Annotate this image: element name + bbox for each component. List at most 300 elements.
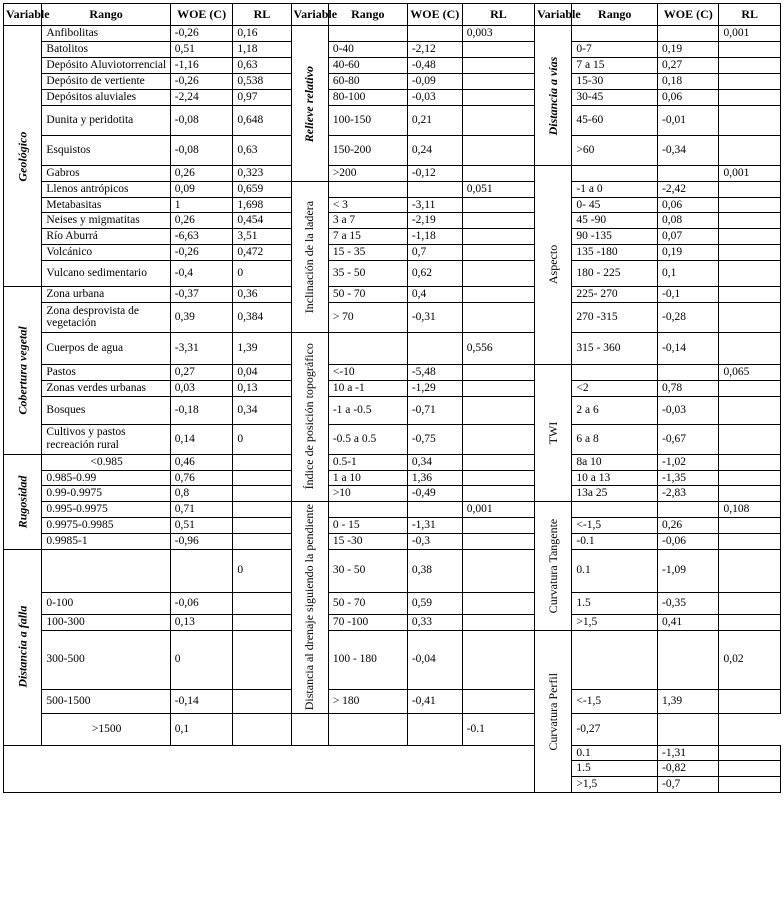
cell-woe-empty xyxy=(328,713,407,745)
cell-rl xyxy=(462,424,534,454)
cell-woe: -2,24 xyxy=(170,89,233,105)
cell-rango: 15-30 xyxy=(572,74,658,90)
cell-rl xyxy=(719,135,781,165)
cell-rl: 0,323 xyxy=(233,165,291,181)
cell-rl xyxy=(719,245,781,261)
cell-woe: -1,29 xyxy=(407,380,462,396)
cell-rango: >60 xyxy=(572,135,658,165)
cell-rango: Gabros xyxy=(42,165,170,181)
cell-woe: 0,4 xyxy=(407,287,462,303)
cell-rl xyxy=(233,614,291,630)
cell-rl xyxy=(719,614,781,630)
cell-rango: 35 - 50 xyxy=(328,261,407,287)
cell-rango: 15 -30 xyxy=(328,534,407,550)
cell-rango-empty xyxy=(291,713,328,745)
table-row xyxy=(4,213,781,229)
cell-rl: 0,648 xyxy=(233,105,291,135)
table-row xyxy=(4,165,781,181)
table-row xyxy=(4,181,781,197)
cell-rl xyxy=(719,777,781,793)
cell-woe: -0,75 xyxy=(407,424,462,454)
cell-rl: 0,454 xyxy=(233,213,291,229)
cell-woe: -2,42 xyxy=(658,181,719,197)
cell-rango: 500-1500 xyxy=(42,689,170,713)
cell-rl xyxy=(462,486,534,502)
cell-rl xyxy=(719,105,781,135)
cell-woe: 0,38 xyxy=(407,549,462,592)
cell-woe: -0,06 xyxy=(170,592,233,614)
table-row xyxy=(4,287,781,303)
cell-rl-empty xyxy=(407,713,462,745)
cell-rl: 0,02 xyxy=(719,630,781,689)
cell-rango: 70 -100 xyxy=(328,614,407,630)
cell-woe: -0,48 xyxy=(407,58,462,74)
cell-woe: -0,4 xyxy=(170,261,233,287)
cell-woe: 0,62 xyxy=(407,261,462,287)
table-header-row xyxy=(4,4,781,26)
cell-woe: -0,7 xyxy=(658,777,719,793)
cell-woe: 0,71 xyxy=(170,502,233,518)
cell-woe: 0,34 xyxy=(407,454,462,470)
woe-rl-table xyxy=(3,3,781,793)
cell-woe: 0 xyxy=(170,630,233,689)
cell-rango: <0.985 xyxy=(42,454,170,470)
cell-rango: 0.1 xyxy=(572,549,658,592)
cell-woe: -0,31 xyxy=(407,302,462,332)
cell-rango: 1.5 xyxy=(572,592,658,614)
cell-woe: -3,11 xyxy=(407,197,462,213)
cell-rango: -1 a 0 xyxy=(572,181,658,197)
cell-woe xyxy=(407,181,462,197)
cell-rl xyxy=(462,302,534,332)
cell-rango: Depósito de vertiente xyxy=(42,74,170,90)
cell-woe: 0,78 xyxy=(658,380,719,396)
header-rango-2: Rango xyxy=(328,4,407,26)
cell-rango: Anfibolitas xyxy=(42,26,170,42)
cell-rl xyxy=(233,592,291,614)
cell-rl xyxy=(719,549,781,592)
cell-rango: 100-150 xyxy=(328,105,407,135)
cell-rl xyxy=(719,470,781,486)
cell-rl: 1,18 xyxy=(233,42,291,58)
table-row xyxy=(4,380,781,396)
cell-rl xyxy=(719,486,781,502)
cell-rl xyxy=(233,630,291,689)
cell-woe: -0,3 xyxy=(407,534,462,550)
cell-rango: <2 xyxy=(572,380,658,396)
cell-rl xyxy=(462,105,534,135)
cell-rango: 6 a 8 xyxy=(572,424,658,454)
table-row xyxy=(4,135,781,165)
cell-rl xyxy=(233,518,291,534)
cell-woe: 0,39 xyxy=(170,302,233,332)
cell-rl xyxy=(462,380,534,396)
cell-rango: 0.99-0.9975 xyxy=(42,486,170,502)
header-rl-3: RL xyxy=(719,4,781,26)
cell-woe: -3,31 xyxy=(170,332,233,364)
cell-rl xyxy=(462,592,534,614)
group-label-aspecto: Aspecto xyxy=(535,165,572,364)
cell-rango: 10 a -1 xyxy=(328,380,407,396)
cell-rango: Esquistos xyxy=(42,135,170,165)
cell-woe: -0,34 xyxy=(658,135,719,165)
cell-rango: >1,5 xyxy=(572,614,658,630)
group-label-geologico: Geológico xyxy=(4,26,42,287)
cell-rango: 270 -315 xyxy=(572,302,658,332)
cell-rango: Dunita y peridotita xyxy=(42,105,170,135)
cell-rl xyxy=(233,713,291,745)
cell-rango: 0.985-0.99 xyxy=(42,470,170,486)
cell-woe: 0,06 xyxy=(658,197,719,213)
cell-woe: 0,51 xyxy=(170,518,233,534)
cell-woe: 0,51 xyxy=(170,42,233,58)
table-row xyxy=(4,454,781,470)
table-row xyxy=(4,197,781,213)
cell-rl xyxy=(719,761,781,777)
cell-rl xyxy=(719,332,781,364)
cell-rango: 0 - 15 xyxy=(328,518,407,534)
cell-rango: >200 xyxy=(328,165,407,181)
cell-rango: 0.1 xyxy=(572,745,658,761)
cell-rango: 1 a 10 xyxy=(328,470,407,486)
cell-rango: 2 a 6 xyxy=(572,396,658,424)
cell-woe: 0,7 xyxy=(407,245,462,261)
cell-woe: 0,07 xyxy=(658,229,719,245)
cell-woe: -0,03 xyxy=(658,396,719,424)
cell-rango: 135 -180 xyxy=(572,245,658,261)
header-variable-3: Variable xyxy=(535,4,572,26)
cell-rango: 15 - 35 xyxy=(328,245,407,261)
table-row xyxy=(4,245,781,261)
cell-rango: 13a 25 xyxy=(572,486,658,502)
header-variable-1: Variable xyxy=(4,4,42,26)
cell-woe: -0,08 xyxy=(170,135,233,165)
table-row xyxy=(4,89,781,105)
cell-rango: <-10 xyxy=(328,364,407,380)
cell-woe: 0,18 xyxy=(658,74,719,90)
cell-woe: -1,16 xyxy=(170,58,233,74)
cell-rango xyxy=(572,630,658,689)
cell-rango: 30 - 50 xyxy=(328,549,407,592)
cell-rango: Zonas verdes urbanas xyxy=(42,380,170,396)
cell-rl xyxy=(462,470,534,486)
cell-rl xyxy=(462,364,534,380)
cell-rango: 0.5-1 xyxy=(328,454,407,470)
cell-rango: 60-80 xyxy=(328,74,407,90)
cell-rl: 0,556 xyxy=(462,332,534,364)
cell-woe: -2,12 xyxy=(407,42,462,58)
cell-woe: 1,36 xyxy=(407,470,462,486)
cell-rl xyxy=(233,454,291,470)
cell-woe: -0,1 xyxy=(658,287,719,303)
cell-rango: 180 - 225 xyxy=(572,261,658,287)
cell-rango: >1500 xyxy=(42,713,170,745)
cell-woe xyxy=(658,630,719,689)
table-row xyxy=(4,58,781,74)
cell-rl xyxy=(462,549,534,592)
cell-rl xyxy=(719,396,781,424)
cell-rango: Bosques xyxy=(42,396,170,424)
cell-rl: 0,63 xyxy=(233,135,291,165)
cell-rango: 90 -135 xyxy=(572,229,658,245)
cell-rango: 315 - 360 xyxy=(572,332,658,364)
cell-rl xyxy=(719,74,781,90)
cell-rango: 7 a 15 xyxy=(328,229,407,245)
cell-woe: -1,31 xyxy=(658,745,719,761)
group-label-relieve: Relieve relativo xyxy=(291,26,328,181)
cell-woe: 0,26 xyxy=(658,518,719,534)
cell-woe: 0,59 xyxy=(407,592,462,614)
cell-rango: >1,5 xyxy=(572,777,658,793)
cell-rl xyxy=(719,302,781,332)
cell-rl xyxy=(719,287,781,303)
table-row xyxy=(4,229,781,245)
cell-rango: 100-300 xyxy=(42,614,170,630)
cell-woe xyxy=(658,165,719,181)
cell-rl xyxy=(233,470,291,486)
cell-rl xyxy=(719,42,781,58)
cell-rango xyxy=(572,502,658,518)
cell-rango: 300-500 xyxy=(42,630,170,689)
cell-woe: 0,21 xyxy=(407,105,462,135)
cell-rango: -0.1 xyxy=(572,534,658,550)
cell-rango xyxy=(572,364,658,380)
cell-rl: 0,36 xyxy=(233,287,291,303)
cell-rl xyxy=(462,454,534,470)
table-row xyxy=(4,592,781,614)
table-row xyxy=(4,630,781,689)
cell-woe: 0,19 xyxy=(658,42,719,58)
cell-woe xyxy=(407,26,462,42)
cell-rl xyxy=(462,58,534,74)
table-row xyxy=(4,470,781,486)
table-row xyxy=(4,74,781,90)
cell-rango: -1 a -0.5 xyxy=(328,396,407,424)
cell-rl xyxy=(462,396,534,424)
cell-rango: 8a 10 xyxy=(572,454,658,470)
cell-rango: 45 -90 xyxy=(572,213,658,229)
cell-rl: 0,001 xyxy=(462,502,534,518)
cell-rango: 150-200 xyxy=(328,135,407,165)
cell-rl: 0,384 xyxy=(233,302,291,332)
cell-rango: 7 a 15 xyxy=(572,58,658,74)
cell-rl xyxy=(462,630,534,689)
cell-woe: 0,26 xyxy=(170,213,233,229)
cell-rl: 0,051 xyxy=(462,181,534,197)
cell-woe: 0,09 xyxy=(170,181,233,197)
cell-rango: Zona urbana xyxy=(42,287,170,303)
cell-woe: -0,71 xyxy=(407,396,462,424)
cell-rl: 0,001 xyxy=(719,26,781,42)
cell-rango: 3 a 7 xyxy=(328,213,407,229)
cell-rl: 0 xyxy=(233,261,291,287)
cell-woe: -0,04 xyxy=(407,630,462,689)
table-row xyxy=(4,713,781,745)
cell-rango: 10 a 13 xyxy=(572,470,658,486)
cell-rl: 0,13 xyxy=(233,380,291,396)
cell-rl xyxy=(462,42,534,58)
table-row xyxy=(4,261,781,287)
cell-woe: -0,96 xyxy=(170,534,233,550)
cell-woe: 0,13 xyxy=(170,614,233,630)
cell-rl xyxy=(462,245,534,261)
cell-woe: 0,08 xyxy=(658,213,719,229)
cell-rango: 50 - 70 xyxy=(328,592,407,614)
cell-rl: 0,538 xyxy=(233,74,291,90)
cell-rl xyxy=(462,213,534,229)
cell-rl: 0,065 xyxy=(719,364,781,380)
cell-woe xyxy=(658,502,719,518)
cell-rango xyxy=(328,332,407,364)
cell-rl xyxy=(719,380,781,396)
cell-rango xyxy=(572,26,658,42)
cell-rango: Cuerpos de agua xyxy=(42,332,170,364)
cell-rl xyxy=(462,518,534,534)
table-row xyxy=(4,302,781,332)
table-row xyxy=(4,105,781,135)
cell-woe: -1,18 xyxy=(407,229,462,245)
cell-rango: <-1,5 xyxy=(572,518,658,534)
group-label-distancia-vias: Distancia a vías xyxy=(535,26,572,165)
cell-woe: 0,41 xyxy=(658,614,719,630)
cell-woe xyxy=(407,502,462,518)
cell-rl: 0 xyxy=(233,549,291,592)
header-rango-1: Rango xyxy=(42,4,170,26)
cell-rl xyxy=(462,74,534,90)
cell-rl xyxy=(233,534,291,550)
cell-rl: 0,108 xyxy=(719,502,781,518)
cell-woe: 0,26 xyxy=(170,165,233,181)
cell-woe: -0,49 xyxy=(407,486,462,502)
cell-rango: Batolitos xyxy=(42,42,170,58)
cell-woe: 0,03 xyxy=(170,380,233,396)
cell-rango: < 3 xyxy=(328,197,407,213)
cell-rango: <-1,5 xyxy=(572,689,658,713)
header-woe-1: WOE (C) xyxy=(170,4,233,26)
cell-rl: 0,472 xyxy=(233,245,291,261)
table-row xyxy=(4,502,781,518)
cell-rl xyxy=(719,454,781,470)
cell-rl: 0,659 xyxy=(233,181,291,197)
cell-rango: Llenos antrópicos xyxy=(42,181,170,197)
group-label-curvatura-tangente: Curvatura Tangente xyxy=(535,502,572,630)
table-row xyxy=(4,364,781,380)
cell-woe: 0,1 xyxy=(658,261,719,287)
cell-rango: 0-40 xyxy=(328,42,407,58)
table-row xyxy=(4,42,781,58)
table-row xyxy=(4,614,781,630)
cell-rl: 1,698 xyxy=(233,197,291,213)
cell-rl xyxy=(462,197,534,213)
cell-rango xyxy=(328,502,407,518)
cell-woe: -0,41 xyxy=(407,689,462,713)
cell-woe: 0,33 xyxy=(407,614,462,630)
cell-woe: -0,26 xyxy=(170,245,233,261)
cell-rango: 0-100 xyxy=(42,592,170,614)
cell-woe: -0,26 xyxy=(170,74,233,90)
cell-woe: 1,39 xyxy=(658,689,719,713)
cell-rango: 45-60 xyxy=(572,105,658,135)
cell-rl xyxy=(719,89,781,105)
cell-woe: -0,82 xyxy=(658,761,719,777)
cell-rango: Depósito Aluviotorrencial xyxy=(42,58,170,74)
cell-rango: 40-60 xyxy=(328,58,407,74)
cell-woe: -0,28 xyxy=(658,302,719,332)
cell-rango xyxy=(328,181,407,197)
group-label-indice: Índice de posición topográfico xyxy=(291,332,328,501)
cell-woe: -0,35 xyxy=(658,592,719,614)
cell-woe: -0,06 xyxy=(658,534,719,550)
cell-woe: 0,8 xyxy=(170,486,233,502)
cell-rl: 0,001 xyxy=(719,165,781,181)
cell-woe xyxy=(170,549,233,592)
cell-rl xyxy=(719,181,781,197)
cell-rl xyxy=(719,518,781,534)
cell-rango: 80-100 xyxy=(328,89,407,105)
cell-rango: 30-45 xyxy=(572,89,658,105)
cell-woe: 0,76 xyxy=(170,470,233,486)
cell-rl xyxy=(462,614,534,630)
cell-rango: Metabasitas xyxy=(42,197,170,213)
cell-woe: -0,14 xyxy=(658,332,719,364)
group-label-curvatura-perfil: Curvatura Perfil xyxy=(535,630,572,793)
cell-rl xyxy=(719,534,781,550)
cell-rango: 1.5 xyxy=(572,761,658,777)
cell-rl xyxy=(233,486,291,502)
cell-rl: 0,97 xyxy=(233,89,291,105)
table-row xyxy=(4,549,781,592)
cell-woe: -0,14 xyxy=(170,689,233,713)
cell-rl xyxy=(719,261,781,287)
cell-rango: Neises y migmatitas xyxy=(42,213,170,229)
cell-rango: -0.1 xyxy=(462,713,534,745)
cell-woe: -0,18 xyxy=(170,396,233,424)
cell-rl: 0,003 xyxy=(462,26,534,42)
cell-woe: 0,06 xyxy=(658,89,719,105)
cell-rl xyxy=(658,713,719,745)
cell-rl xyxy=(462,689,534,713)
cell-rl xyxy=(719,58,781,74)
cell-rango: Depósitos aluviales xyxy=(42,89,170,105)
cell-rl xyxy=(462,287,534,303)
cell-woe: -0,12 xyxy=(407,165,462,181)
table-row xyxy=(4,689,781,713)
cell-woe: 1 xyxy=(170,197,233,213)
header-woe-3: WOE (C) xyxy=(658,4,719,26)
cell-rl xyxy=(462,89,534,105)
cell-rango: -0.5 a 0.5 xyxy=(328,424,407,454)
table-row xyxy=(4,518,781,534)
table-row xyxy=(4,26,781,42)
cell-woe: -0,27 xyxy=(572,713,658,745)
cell-rango xyxy=(328,26,407,42)
cell-rango: > 180 xyxy=(328,689,407,713)
cell-woe: -1,09 xyxy=(658,549,719,592)
cell-woe: -2,83 xyxy=(658,486,719,502)
cell-rango: 50 - 70 xyxy=(328,287,407,303)
cell-rango: Pastos xyxy=(42,364,170,380)
cell-rl: 3,51 xyxy=(233,229,291,245)
cell-woe: -1,31 xyxy=(407,518,462,534)
cell-rango: Río Aburrá xyxy=(42,229,170,245)
cell-woe xyxy=(658,364,719,380)
group-label-twi: TWI xyxy=(535,364,572,501)
header-rl-1: RL xyxy=(233,4,291,26)
cell-rl: 0,34 xyxy=(233,396,291,424)
cell-rl: 0 xyxy=(233,424,291,454)
cell-woe: 0,14 xyxy=(170,424,233,454)
cell-empty-block xyxy=(4,745,535,793)
